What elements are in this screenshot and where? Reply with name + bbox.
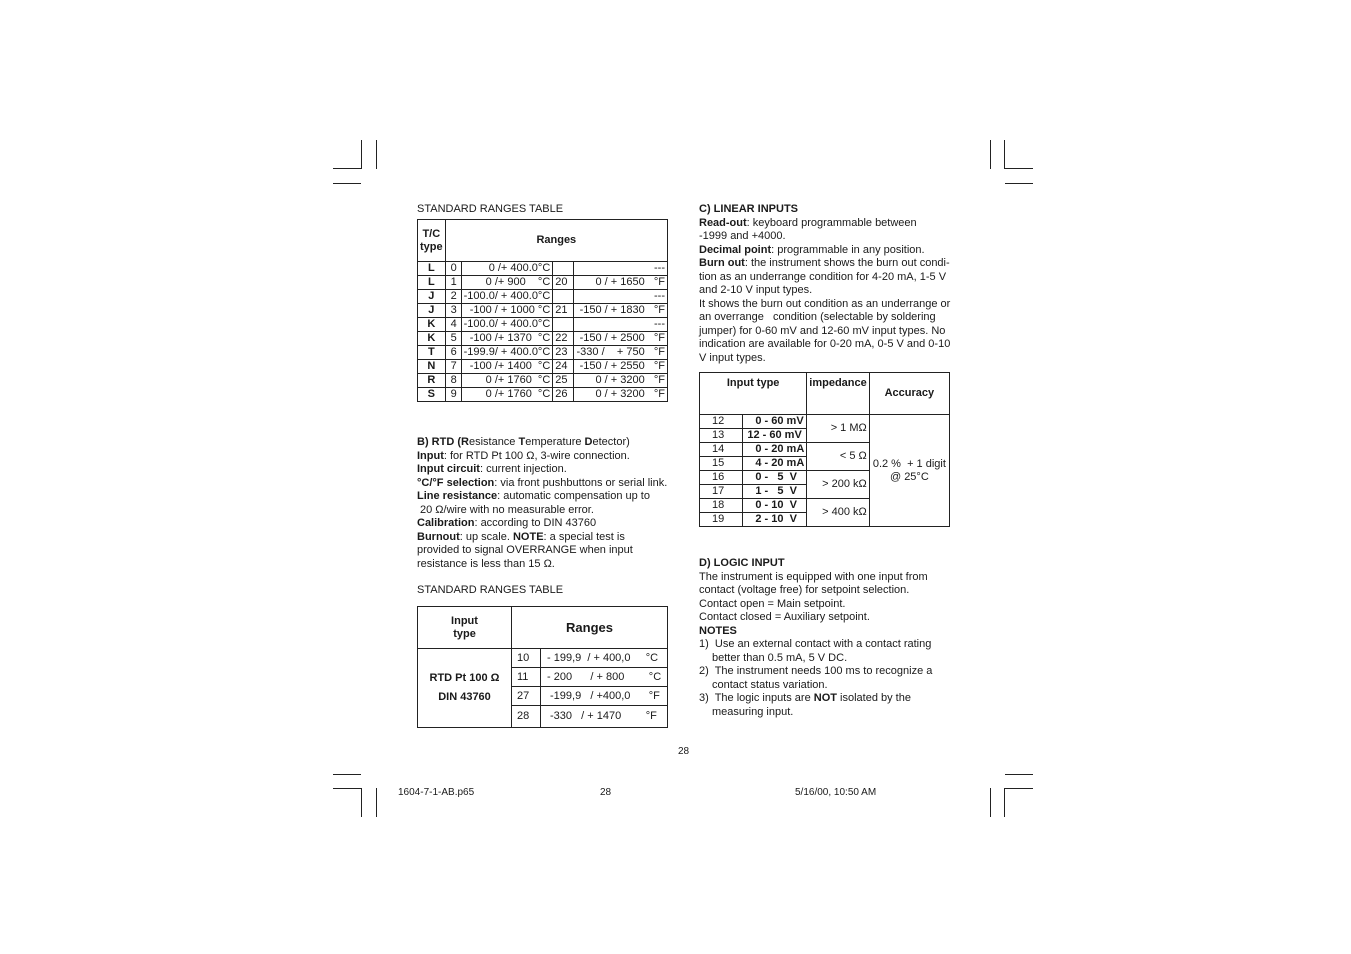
crop-mark [361,788,362,817]
tc-type: L [418,262,446,276]
input-code: 13 [700,429,743,443]
range-fahrenheit: -330 / + 750 °F [574,346,668,360]
rtd-cf-selection: °C/°F selection: via front pushbuttons or serial link. [417,476,668,489]
input-type-header: Input type [700,373,807,415]
range-value: - 200 / + 800 °C [541,668,668,687]
tc-type: K [418,332,446,346]
input-code: 15 [700,457,743,471]
range-celsius: -100 /+ 1370 °C [461,332,553,346]
range-code: 3 [445,304,461,318]
range-celsius: 0 /+ 900 °C [461,276,553,290]
note-2-cont: contact status variation. [712,678,828,691]
range-fahrenheit: -150 / + 2500 °F [574,332,668,346]
input-type: 0 - 5 V [743,471,807,485]
accuracy-header: Accuracy [869,373,949,415]
range-code: 8 [445,374,461,388]
burnout-line-2: tion as an underrange condition for 4-20 mA, 1-5 V [699,270,947,283]
burnout-para-2: an overrange condition (selectable by soldering [699,311,936,323]
range-code: 11 [512,668,541,687]
rtd-input: Input: for RTD Pt 100 Ω, 3-wire connection. [417,449,630,462]
tc-range-row [418,318,668,332]
range-code: 20 [553,276,574,290]
logic-line: The instrument is equipped with one input from [699,570,928,583]
crop-mark [376,140,377,169]
decimal-point-line: Decimal point: programmable in any position. [699,243,925,256]
range-celsius: -199.9/ + 400.0°C [461,346,553,360]
rtd-circuit: Input circuit: current injection. [417,463,567,475]
tc-type: J [418,290,446,304]
range-code: 1 [445,276,461,290]
range-code: 5 [445,332,461,346]
input-code: 19 [700,513,743,527]
crop-mark [990,140,991,169]
range-celsius: 0 /+ 400.0°C [461,262,553,276]
range-value: -199,9 / +400,0 °F [541,687,668,706]
range-celsius: -100 /+ 1400 °C [461,360,553,374]
crop-mark [333,774,361,775]
rtd-type-cell: RTD Pt 100 Ω DIN 43760 [418,649,512,728]
range-fahrenheit: -150 / + 1830 °F [574,304,668,318]
input-type: 12 - 60 mV [743,429,807,443]
readout-line-2: -1999 and +4000. [699,230,786,242]
crop-mark [333,183,361,184]
crop-mark [361,140,362,169]
range-code: 21 [553,304,574,318]
range-code: 25 [553,374,574,388]
burnout-para-4: indication are available for 0-20 mA, 0-5 V and 0-10 [699,338,951,350]
tc-type: R [418,374,446,388]
crop-mark [1004,788,1005,817]
note-3: 3) The logic inputs are NOT isolated by the [699,692,911,704]
readout-line: Read-out: keyboard programmable between [699,216,917,229]
range-code [553,318,574,332]
linear-inputs-section [699,203,951,365]
impedance-value: > 200 kΩ [807,471,869,499]
logic-heading: D) LOGIC INPUT [699,557,785,569]
input-code: 16 [700,471,743,485]
crop-mark [1005,183,1033,184]
logic-line: contact (voltage free) for setpoint selection. [699,584,910,596]
range-code: 7 [445,360,461,374]
rtd-line-resistance: Line resistance: automatic compensation up to [417,490,650,502]
range-fahrenheit: --- [574,290,668,304]
tc-range-row [418,276,668,290]
rtd-line-resistance-2: 20 Ω/wire with no measurable error. [420,503,594,516]
range-code: 6 [445,346,461,360]
range-code: 0 [445,262,461,276]
footer-date: 5/16/00, 10:50 AM [795,787,877,798]
range-fahrenheit: 0 / + 3200 °F [574,374,668,388]
input-type: 0 - 10 V [743,499,807,513]
crop-mark [1004,140,1005,169]
range-code: 10 [512,649,541,668]
impedance-header: impedance [807,373,869,415]
range-celsius: -100.0/ + 400.0°C [461,290,553,304]
burnout-line: Burn out: the instrument shows the burn out condi- [699,257,950,269]
range-code: 26 [553,388,574,402]
burnout-para-3: jumper) for 0-60 mV and 12-60 mV input types. No [699,324,946,337]
input-type: 2 - 10 V [743,513,807,527]
tc-range-row [418,290,668,304]
range-code: 27 [512,687,541,706]
tc-type: S [418,388,446,402]
table2-title: STANDARD RANGES TABLE [417,584,564,596]
ranges-header: Ranges [445,220,667,262]
footer-page: 28 [600,787,612,798]
range-code: 9 [445,388,461,402]
input-code: 12 [700,415,743,429]
tc-range-row [418,262,668,276]
input-code: 14 [700,443,743,457]
tc-ranges-table [417,219,668,402]
linear-inputs-table [699,372,950,527]
range-fahrenheit: --- [574,318,668,332]
range-fahrenheit: 0 / + 1650 °F [574,276,668,290]
tc-type: K [418,318,446,332]
range-value: -330 / + 1470 °F [541,706,668,728]
table1-title: STANDARD RANGES TABLE [417,203,564,215]
range-code [553,262,574,276]
footer-filename: 1604-7-1-AB.p65 [398,787,475,798]
input-type: 0 - 60 mV [743,415,807,429]
accuracy-value: 0.2 % + 1 digit @ 25°C [869,415,949,527]
logic-input-section [699,557,951,719]
burnout-para-5: V input types. [699,351,766,364]
range-fahrenheit: -150 / + 2550 °F [574,360,668,374]
tc-type: T [418,346,446,360]
rtd-section [417,436,672,571]
range-code: 24 [553,360,574,374]
range-code: 22 [553,332,574,346]
tc-type: L [418,276,446,290]
page-number: 28 [678,746,690,757]
burnout-line-3: and 2-10 V input types. [699,284,813,296]
tc-range-row [418,332,668,346]
linear-heading: C) LINEAR INPUTS [699,203,798,215]
impedance-value: < 5 Ω [807,443,869,471]
rtd-heading: B) RTD (Resistance Temperature Detector) [417,436,630,448]
range-code: 28 [512,706,541,728]
logic-line: Contact open = Main setpoint. [699,597,846,610]
input-code: 17 [700,485,743,499]
rtd-calibration: Calibration: according to DIN 43760 [417,517,597,529]
crop-mark [1005,774,1033,775]
note-1-cont: better than 0.5 mA, 5 V DC. [712,651,848,664]
range-fahrenheit: 0 / + 3200 °F [574,388,668,402]
input-type: 1 - 5 V [743,485,807,499]
tc-range-row [418,360,668,374]
range-celsius: -100.0/ + 400.0°C [461,318,553,332]
range-celsius: 0 /+ 1760 °C [461,388,553,402]
rtd-burnout: Burnout: up scale. NOTE: a special test is [417,530,625,543]
input-type: 0 - 20 mA [743,443,807,457]
crop-mark [990,788,991,817]
crop-mark [333,788,361,789]
tc-range-row [418,346,668,360]
tc-type-header: T/C type [418,220,446,262]
tc-range-row [418,388,668,402]
input-type: 4 - 20 mA [743,457,807,471]
range-code [553,290,574,304]
crop-mark [1005,788,1033,789]
input-code: 18 [700,499,743,513]
input-type-header: Input type [418,607,512,649]
crop-mark [1005,168,1033,169]
range-code: 23 [553,346,574,360]
tc-range-row [418,304,668,318]
crop-mark [333,168,361,169]
note-3-cont: measuring input. [712,705,794,718]
ranges-header: Ranges [512,607,668,649]
tc-range-row [418,374,668,388]
rtd-ranges-table [417,606,668,728]
crop-mark [376,788,377,817]
range-celsius: -100 / + 1000 °C [461,304,553,318]
impedance-value: > 1 MΩ [807,415,869,443]
tc-type: J [418,304,446,318]
range-celsius: 0 /+ 1760 °C [461,374,553,388]
rtd-note-3: resistance is less than 15 Ω. [417,557,555,570]
range-code: 2 [445,290,461,304]
note-1: 1) Use an external contact with a contact rating [699,638,932,650]
note-2: 2) The instrument needs 100 ms to recognize a [699,665,933,677]
impedance-value: > 400 kΩ [807,499,869,527]
logic-line: Contact closed = Auxiliary setpoint. [699,611,870,623]
burnout-para-1: It shows the burn out condition as an underrange or [699,297,951,310]
range-fahrenheit: --- [574,262,668,276]
tc-type: N [418,360,446,374]
rtd-note-2: provided to signal OVERRANGE when input [417,544,633,556]
range-code: 4 [445,318,461,332]
range-value: - 199,9 / + 400,0 °C [541,649,668,668]
notes-heading: NOTES [699,624,737,637]
